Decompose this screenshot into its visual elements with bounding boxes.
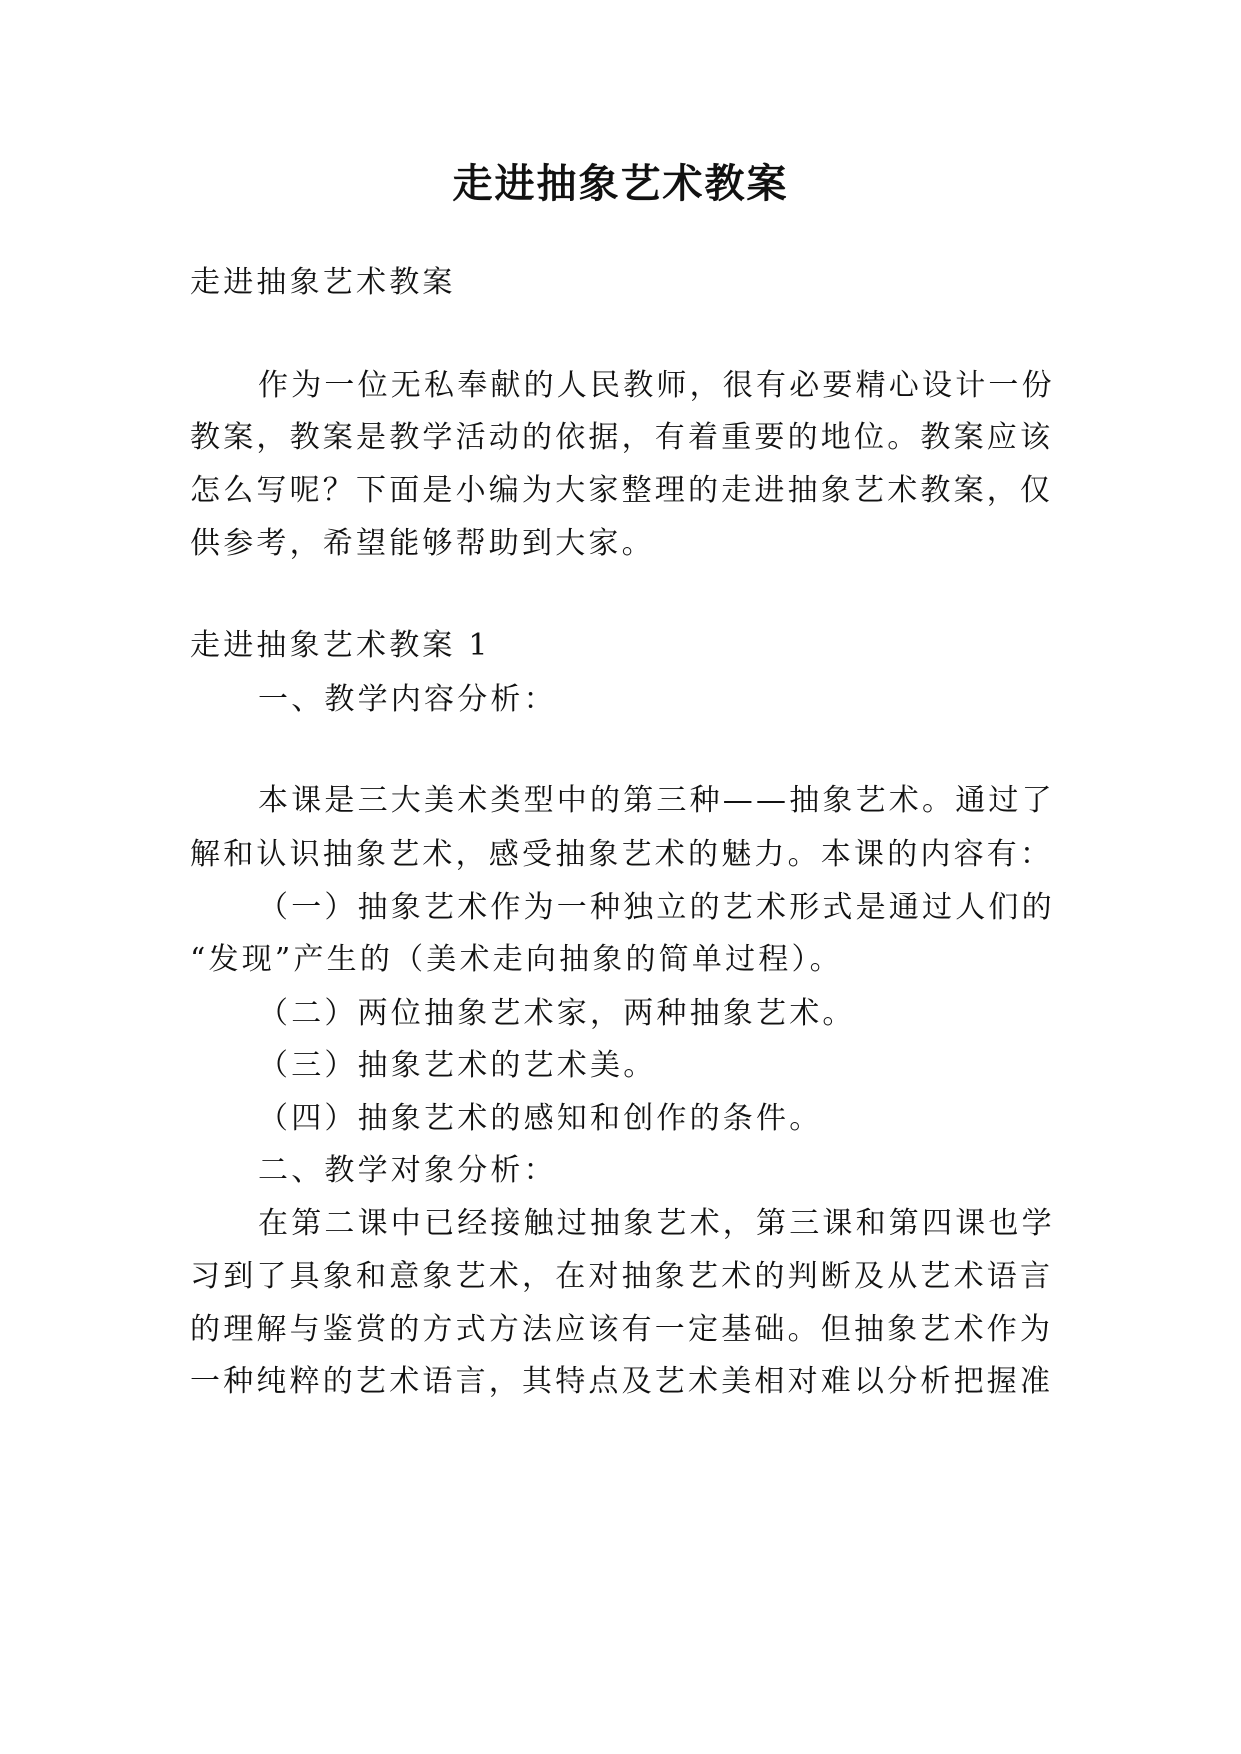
paragraph-line: “发现”产生的（美术走向抽象的简单过程）。 [190,942,843,977]
list-item: （二）两位抽象艺术家，两种抽象艺术。 [258,996,856,1031]
paragraph-line: （一）抽象艺术作为一种独立的艺术形式是通过人们的 [258,890,1055,925]
paragraph-line: 的理解与鉴赏的方式方法应该有一定基础。但抽象艺术作为 [190,1312,1054,1347]
paragraph-line: 作为一位无私奉献的人民教师，很有必要精心设计一份 [258,368,1055,403]
paragraph-line: 本课是三大美术类型中的第三种——抽象艺术。通过了 [258,783,1055,818]
paragraph-line: 怎么写呢？下面是小编为大家整理的走进抽象艺术教案，仅 [190,473,1054,508]
paragraph-line: 一种纯粹的艺术语言，其特点及艺术美相对难以分析把握准 [190,1364,1054,1399]
paragraph-line: 习到了具象和意象艺术，在对抽象艺术的判断及从艺术语言 [190,1259,1054,1294]
part-heading: 二、教学对象分析： [258,1153,557,1188]
paragraph-line: 在第二课中已经接触过抽象艺术，第三课和第四课也学 [258,1206,1055,1241]
document-subtitle: 走进抽象艺术教案 [190,265,456,300]
paragraph-line: 供参考，希望能够帮助到大家。 [190,526,655,561]
list-item: （四）抽象艺术的感知和创作的条件。 [258,1101,823,1136]
paragraph-line: 教案，教案是教学活动的依据，有着重要的地位。教案应该 [190,420,1054,455]
part-heading: 一、教学内容分析： [258,682,557,717]
list-item: （三）抽象艺术的艺术美。 [258,1048,657,1083]
document-title: 走进抽象艺术教案 [452,161,789,207]
section-heading: 走进抽象艺术教案 1 [190,628,491,663]
paragraph-line: 解和认识抽象艺术，感受抽象艺术的魅力。本课的内容有： [190,837,1054,872]
